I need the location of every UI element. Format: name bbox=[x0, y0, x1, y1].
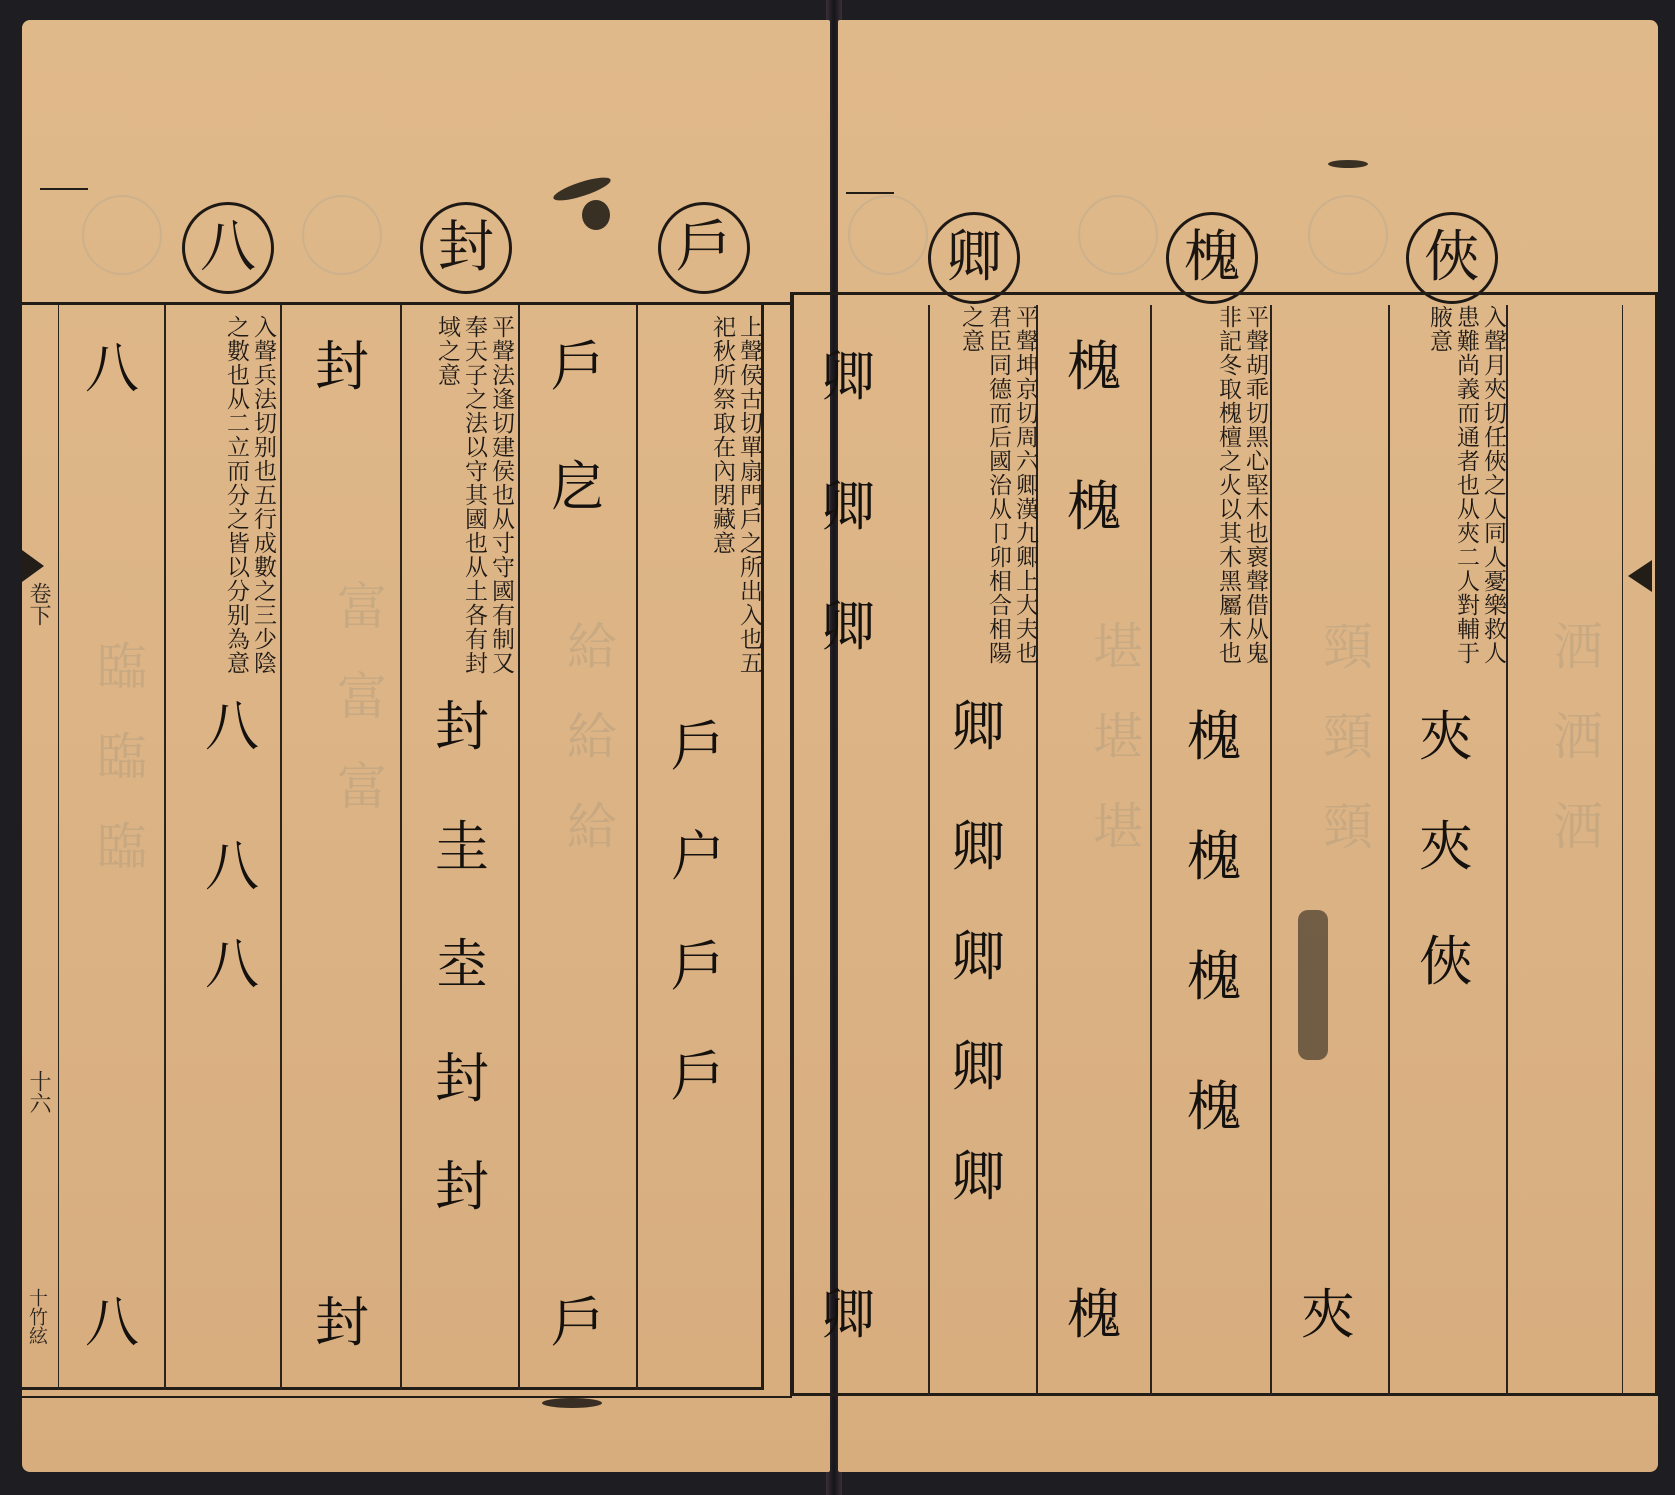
seal-form-feng: 封 bbox=[435, 695, 489, 758]
seal-form-huai: 槐 bbox=[1187, 705, 1241, 768]
ink-stain bbox=[542, 1398, 602, 1408]
seal-form-hu: 戶 bbox=[671, 715, 725, 778]
left-page bbox=[22, 20, 830, 1472]
head-character-ba bbox=[182, 202, 274, 294]
entry-note-feng: 平聲法逢切建侯也从寸守國有制又奉天子之法以守其國也从土各有封域之意 bbox=[434, 315, 514, 675]
bleed-through-circle bbox=[302, 195, 382, 275]
head-character-qing bbox=[928, 212, 1020, 304]
seal-form-hu: 戶 bbox=[551, 335, 605, 398]
seal-form-ba: 八 bbox=[205, 695, 259, 758]
top-tick bbox=[40, 188, 88, 190]
ink-stain bbox=[1328, 160, 1368, 168]
seal-form-qing: 卿 bbox=[821, 475, 875, 538]
bleed-through-circle bbox=[1308, 195, 1388, 275]
seal-form-feng: 圭 bbox=[435, 815, 489, 878]
column-divider bbox=[280, 305, 282, 1390]
column-divider bbox=[928, 305, 930, 1395]
seal-form-ba: 八 bbox=[205, 835, 259, 898]
seal-form-feng: 封 bbox=[435, 1155, 489, 1218]
seal-form-qing: 卿 bbox=[951, 1035, 1005, 1098]
seal-form-feng: 封 bbox=[435, 1047, 489, 1110]
entry-footer-ba: 八 bbox=[85, 1291, 139, 1354]
head-character-hu bbox=[658, 202, 750, 294]
entry-footer-huai: 槐 bbox=[1067, 1283, 1121, 1346]
column-divider bbox=[400, 305, 402, 1390]
page-bottom-rule bbox=[22, 1396, 792, 1398]
entry-footer-xia: 夾 bbox=[1301, 1283, 1355, 1346]
ink-stain bbox=[582, 200, 610, 230]
column-divider bbox=[636, 305, 638, 1390]
seal-form-qing: 卿 bbox=[951, 815, 1005, 878]
top-tick bbox=[846, 192, 894, 194]
head-character-text: 槐 bbox=[1184, 225, 1240, 290]
seal-form-xia: 夾 bbox=[1419, 815, 1473, 878]
right-page bbox=[821, 20, 1658, 1472]
ink-stain bbox=[551, 173, 612, 205]
bleed-through-circle bbox=[1078, 195, 1158, 275]
head-character-text: 俠 bbox=[1424, 225, 1480, 290]
bleed-through-text: 臨臨臨 bbox=[89, 640, 147, 910]
entry-note-huai: 平聲胡乖切黑心堅木也褱聲借从鬼非記冬取槐檀之火以其木黑屬木也 bbox=[1215, 305, 1268, 665]
page-number: 十六 bbox=[26, 1070, 51, 1114]
column-divider bbox=[1150, 305, 1152, 1395]
column-divider bbox=[164, 305, 166, 1390]
bleed-through-text: 富富富 bbox=[329, 580, 387, 850]
entry-footer-qing: 卿 bbox=[821, 1283, 875, 1346]
seal-form-ba: 八 bbox=[205, 933, 259, 996]
seal-form-qing: 卿 bbox=[951, 695, 1005, 758]
head-character-xia bbox=[1406, 212, 1498, 304]
seal-form-ba: 八 bbox=[85, 337, 139, 400]
column-divider bbox=[1506, 305, 1508, 1395]
fold-mark bbox=[22, 550, 44, 582]
column-divider bbox=[1270, 305, 1272, 1395]
entry-note-ba: 入聲兵法切别也五行成數之三少陰之數也从二立而分之皆以分别為意 bbox=[223, 315, 276, 675]
entry-note-xia: 入聲月夾切任俠之人同人憂樂救人患難尚義而通者也从夾二人對輔于腋意 bbox=[1426, 305, 1506, 665]
head-character-feng bbox=[420, 202, 512, 294]
bleed-through-circle bbox=[848, 195, 928, 275]
volume-label: 卷下 bbox=[26, 582, 51, 626]
seal-form-huai: 槐 bbox=[1067, 335, 1121, 398]
bleed-through-text: 洒洒洒 bbox=[1545, 620, 1603, 890]
frame-left-edge bbox=[790, 292, 800, 1396]
head-character-text: 卿 bbox=[946, 225, 1002, 290]
seal-form-huai: 槐 bbox=[1187, 825, 1241, 888]
seal-form-hu: 戹 bbox=[551, 455, 605, 518]
bleed-through-text: 堪堪堪 bbox=[1085, 620, 1143, 890]
bleed-through-text: 給給給 bbox=[559, 620, 617, 890]
margin-divider bbox=[58, 305, 59, 1390]
seal-form-huai: 槐 bbox=[1067, 475, 1121, 538]
bleed-through-text: 頸頸頸 bbox=[1315, 620, 1373, 890]
studio-name: 十竹絃 bbox=[26, 1288, 48, 1345]
entry-footer-feng: 封 bbox=[315, 1291, 369, 1354]
head-character-huai bbox=[1166, 212, 1258, 304]
seal-form-qing: 卿 bbox=[821, 595, 875, 658]
seal-form-feng: 坴 bbox=[435, 933, 489, 996]
margin-divider bbox=[1622, 305, 1623, 1395]
seal-form-huai: 槐 bbox=[1187, 1075, 1241, 1138]
seal-form-qing: 卿 bbox=[951, 925, 1005, 988]
seal-form-huai: 槐 bbox=[1187, 945, 1241, 1008]
seal-form-hu: 戶 bbox=[671, 1045, 725, 1108]
entry-note-hu: 上聲侯古切單扇門戶之所出入也五祀秋所祭取在內閉藏意 bbox=[709, 315, 762, 675]
entry-footer-hu: 戶 bbox=[551, 1291, 605, 1354]
entry-note-qing: 平聲坤京切周六卿漢九卿上大夫也君臣同德而后國治从卩卯相合相陽之意 bbox=[958, 305, 1038, 665]
ink-smudge bbox=[1298, 910, 1328, 1060]
seal-form-qing: 卿 bbox=[821, 345, 875, 408]
bleed-through-circle bbox=[82, 195, 162, 275]
column-divider bbox=[518, 305, 520, 1390]
seal-form-xia: 夾 bbox=[1419, 705, 1473, 768]
head-character-text: 封 bbox=[438, 215, 494, 280]
head-character-text: 戶 bbox=[676, 215, 732, 280]
seal-form-xia: 俠 bbox=[1419, 930, 1473, 993]
head-character-text: 八 bbox=[200, 215, 256, 280]
seal-form-qing: 卿 bbox=[951, 1145, 1005, 1208]
seal-form-hu: 户 bbox=[671, 825, 725, 888]
seal-form-feng: 封 bbox=[315, 335, 369, 398]
seal-form-hu: 戶 bbox=[671, 935, 725, 998]
fold-mark bbox=[1628, 560, 1652, 592]
